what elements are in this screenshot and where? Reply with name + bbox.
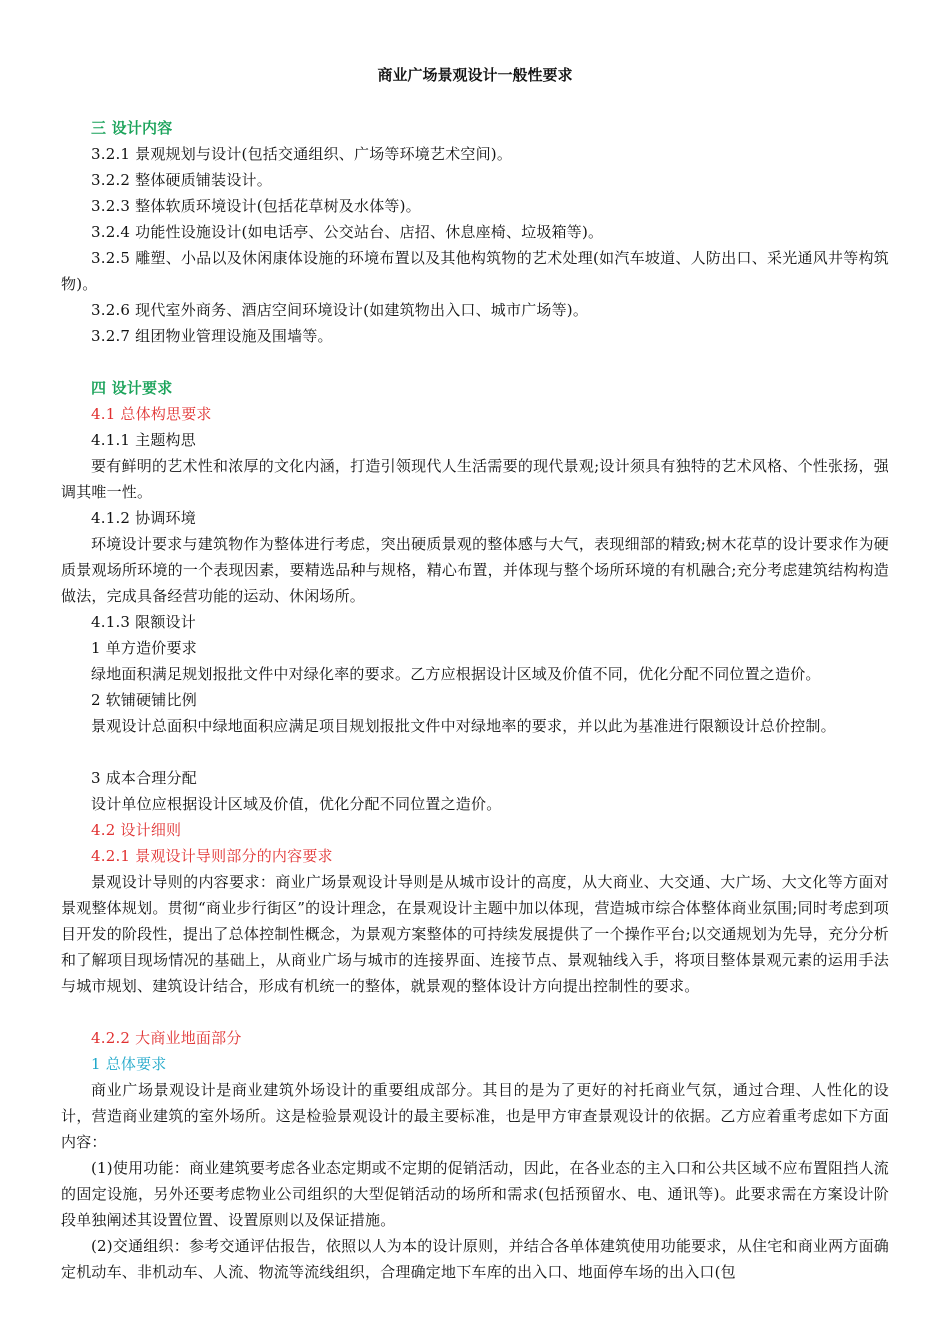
list-item: 3.2.7 组团物业管理设施及围墙等。 — [91, 327, 333, 345]
list-item: 3.2.4 功能性设施设计(如电话亭、公交站台、店招、休息座椅、垃圾箱等)。 — [91, 223, 604, 241]
list-item: 3.2.6 现代室外商务、酒店空间环境设计(如建筑物出入口、城市广场等)。 — [91, 301, 589, 319]
list-item: 3.2.5 雕塑、小品以及休闲康体设施的环境布置以及其他构筑物的艺术处理(如汽车坡道、人防出口、采光通风井等构筑物)。 — [61, 249, 889, 293]
heading-4-1-2: 4.1.2 协调环境 — [91, 509, 196, 527]
paragraph-traffic: (2)交通组织：参考交通评估报告，依照以人为本的设计原则，并结合各单体建筑使用功能要求，从住宅和商业两方面确定机动车、非机动车、人流、物流等流线组织，合理确定地下车库的出入口、地面停车场的出入口(包 — [61, 1237, 889, 1281]
list-item: 3.2.3 整体软质环境设计(包括花草树及水体等)。 — [91, 197, 421, 215]
paragraph-overall: 商业广场景观设计是商业建筑外场设计的重要组成部分。其目的是为了更好的衬托商业气氛，通过合理、人性化的设计，营造商业建筑的室外场所。这是检验景观设计的最主要标准，也是甲方审查景观设计的依据。乙方应着重考虑如下方面内容： — [61, 1081, 889, 1151]
paragraph-2: 景观设计总面积中绿地面积应满足项目规划报批文件中对绿地率的要求，并以此为基准进行限额设计总价控制。 — [91, 717, 836, 735]
page-title: 商业广场景观设计一般性要求 — [377, 66, 573, 84]
heading-4-1-3: 4.1.3 限额设计 — [91, 613, 196, 631]
heading-4-1: 4.1 总体构思要求 — [91, 405, 212, 423]
heading-4-2-1: 4.2.1 景观设计导则部分的内容要求 — [91, 847, 333, 865]
paragraph-1: 绿地面积满足规划报批文件中对绿化率的要求。乙方应根据设计区域及价值不同，优化分配不同位置之造价。 — [91, 665, 821, 683]
section-4-heading: 四 设计要求 — [91, 379, 173, 397]
heading-4-2: 4.2 设计细则 — [91, 821, 182, 839]
subheading-3: 3 成本合理分配 — [91, 769, 197, 787]
paragraph-4-1-2: 环境设计要求与建筑物作为整体进行考虑，突出硬质景观的整体感与大气，表现细部的精致;树木花草的设计要求作为硬质景观场所环境的一个表现因素，要精选品种与规格，精心布置，并体现与整个场所环境的有机融合;充分考虑建筑结构构造做法，完成具备经营功能的运动、休闲场所。 — [61, 535, 889, 605]
paragraph-4-2-1: 景观设计导则的内容要求：商业广场景观设计导则是从城市设计的高度，从大商业、大交通、大广场、大文化等方面对景观整体规划。贯彻“商业步行街区”的设计理念，在景观设计主题中加以体现，营造城市综合体整体商业氛围;同时考虑到项目开发的阶段性，提出了总体控制性概念，为景观方案整体的可持续发展提供了一个操作平台;以交通规划为先导，充分分析和了解项目现场情况的基础上，从商业广场与城市的连接界面、连接节点、景观轴线入手，将项目整体景观元素的运用手法与城市规划、建筑设计结合，形成有机统一的整体，就景观的整体设计方向提出控制性的要求。 — [61, 873, 889, 995]
section-3-heading: 三 设计内容 — [91, 119, 173, 137]
paragraph-4-1-1: 要有鲜明的艺术性和浓厚的文化内涵，打造引领现代人生活需要的现代景观;设计须具有独特的艺术风格、个性张扬，强调其唯一性。 — [61, 457, 889, 501]
subheading-2: 2 软铺硬铺比例 — [91, 691, 197, 709]
paragraph-use-function: (1)使用功能：商业建筑要考虑各业态定期或不定期的促销活动，因此，在各业态的主入口和公共区域不应布置阻挡人流的固定设施，另外还要考虑物业公司组织的大型促销活动的场所和需求(包括预留水、电、通讯等)。此要求需在方案设计阶段单独阐述其设置位置、设置原则以及保证措施。 — [61, 1159, 889, 1229]
subheading-overall: 1 总体要求 — [91, 1055, 167, 1073]
list-item: 3.2.1 景观规划与设计(包括交通组织、广场等环境艺术空间)。 — [91, 145, 513, 163]
paragraph-3: 设计单位应根据设计区域及价值，优化分配不同位置之造价。 — [91, 795, 502, 813]
subheading-1: 1 单方造价要求 — [91, 639, 197, 657]
list-item: 3.2.2 整体硬质铺装设计。 — [91, 171, 272, 189]
heading-4-1-1: 4.1.1 主题构思 — [91, 431, 196, 449]
heading-4-2-2: 4.2.2 大商业地面部分 — [91, 1029, 242, 1047]
